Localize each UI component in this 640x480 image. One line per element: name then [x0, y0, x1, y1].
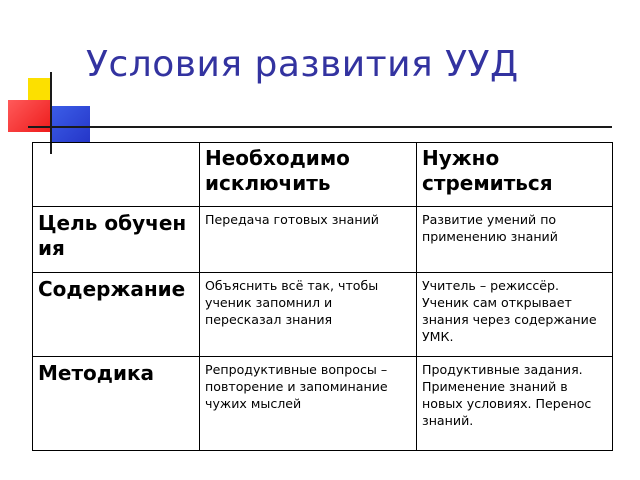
table-corner-cell — [33, 143, 200, 207]
cell-strive: Развитие умений по применению знаний — [417, 207, 613, 273]
decor-horizontal-line — [28, 126, 612, 128]
slide-title: Условия развития УУД — [86, 44, 519, 85]
table-header-row — [33, 143, 613, 207]
cell-strive: Продуктивные задания. Применение знаний в новых условиях. Перенос знаний. — [417, 357, 613, 451]
table-row — [33, 207, 613, 273]
cell-exclude: Объяснить всё так, чтобы ученик запомнил и пересказал знания — [200, 273, 417, 357]
column-header-strive: Нужно стремиться — [417, 143, 613, 207]
row-label: Цель обучения — [33, 207, 200, 273]
decor-square-yellow — [28, 78, 50, 102]
row-label: Методика — [33, 357, 200, 451]
cell-strive: Учитель – режиссёр. Ученик сам открывает знания через содержание УМК. — [417, 273, 613, 357]
cell-exclude: Репродуктивные вопросы – повторение и запоминание чужих мыслей — [200, 357, 417, 451]
conditions-table — [32, 142, 613, 451]
row-label: Содержание — [33, 273, 200, 357]
table-row — [33, 357, 613, 451]
cell-exclude: Передача готовых знаний — [200, 207, 417, 273]
decor-square-blue — [50, 106, 90, 142]
column-header-exclude: Необходимо исключить — [200, 143, 417, 207]
table-row — [33, 273, 613, 357]
